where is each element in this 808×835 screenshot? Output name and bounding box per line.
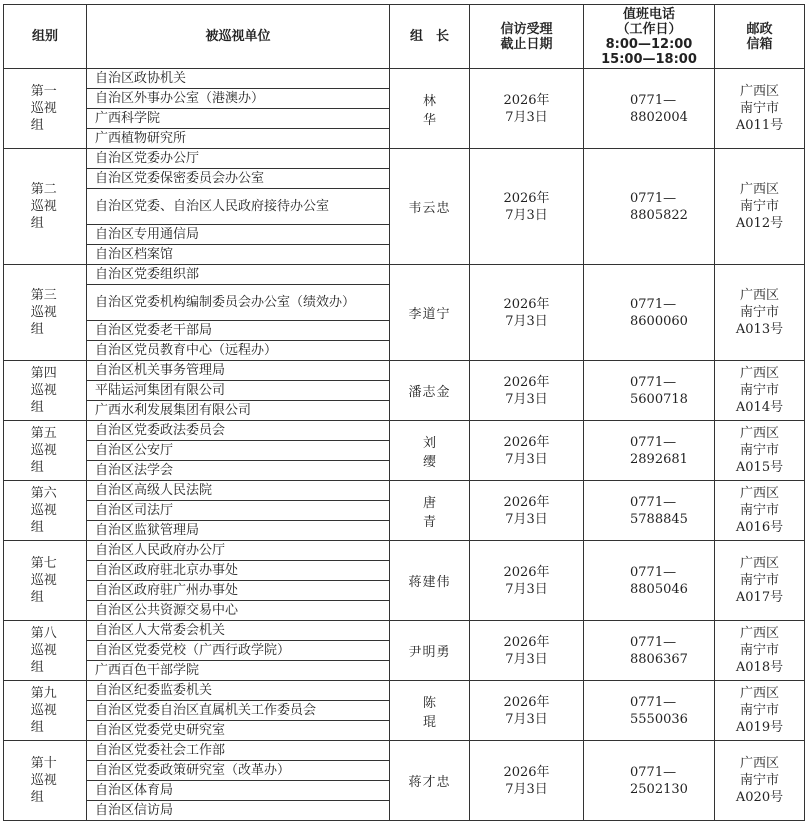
table-row	[4, 69, 805, 89]
header-unit: 被巡视单位	[87, 5, 390, 69]
header-row	[4, 5, 805, 69]
inspected-unit: 自治区公共资源交易中心	[87, 601, 390, 621]
group-name: 第一 巡视 组	[30, 84, 57, 133]
deadline-date: 2026年 7月3日	[470, 481, 584, 541]
table-row	[4, 481, 805, 501]
inspected-unit: 自治区司法厅	[87, 501, 390, 521]
header-leader: 组 长	[390, 5, 470, 69]
inspected-unit: 自治区公安厅	[87, 441, 390, 461]
inspected-unit: 自治区档案馆	[87, 245, 390, 265]
inspected-unit: 自治区党委自治区直属机关工作委员会	[87, 701, 390, 721]
duty-phone: 0771— 5788845	[584, 481, 715, 541]
group-leader: 蒋才忠	[390, 741, 470, 821]
group-name-cell	[4, 621, 87, 681]
group-name-cell	[4, 421, 87, 481]
postal-mailbox: 广西区 南宁市 A013号	[715, 265, 805, 361]
inspected-unit: 广西植物研究所	[87, 129, 390, 149]
header-deadline: 信访受理 截止日期	[470, 5, 584, 69]
group-leader: 刘 缨	[390, 421, 470, 481]
table-row	[4, 741, 805, 761]
deadline-date: 2026年 7月3日	[470, 361, 584, 421]
inspected-unit: 自治区党委、自治区人民政府接待办公室	[87, 189, 390, 225]
inspected-unit: 自治区党委社会工作部	[87, 741, 390, 761]
group-name-cell	[4, 541, 87, 621]
group-name-cell	[4, 741, 87, 821]
duty-phone: 0771— 8805822	[584, 149, 715, 265]
inspected-unit: 自治区党委政策研究室（改革办）	[87, 761, 390, 781]
group-leader: 蒋建伟	[390, 541, 470, 621]
deadline-date: 2026年 7月3日	[470, 421, 584, 481]
group-leader: 李道宁	[390, 265, 470, 361]
duty-phone: 0771— 5600718	[584, 361, 715, 421]
group-name-cell	[4, 361, 87, 421]
postal-mailbox: 广西区 南宁市 A014号	[715, 361, 805, 421]
inspected-unit: 自治区党委党校（广西行政学院）	[87, 641, 390, 661]
group-name: 第八 巡视 组	[30, 626, 57, 675]
inspected-unit: 自治区党委政法委员会	[87, 421, 390, 441]
header-phone: 值班电话 （工作日） 8:00—12:00 15:00—18:00	[584, 5, 715, 69]
group-leader: 潘志金	[390, 361, 470, 421]
group-name: 第七 巡视 组	[30, 556, 57, 605]
group-leader: 唐 青	[390, 481, 470, 541]
inspected-unit: 自治区党员教育中心（远程办）	[87, 341, 390, 361]
inspected-unit: 自治区政府驻北京办事处	[87, 561, 390, 581]
duty-phone: 0771— 8600060	[584, 265, 715, 361]
group-leader: 尹明勇	[390, 621, 470, 681]
inspected-unit: 广西百色干部学院	[87, 661, 390, 681]
inspected-unit: 自治区政府驻广州办事处	[87, 581, 390, 601]
group-name-cell	[4, 265, 87, 361]
inspected-unit: 自治区党委党史研究室	[87, 721, 390, 741]
postal-mailbox: 广西区 南宁市 A017号	[715, 541, 805, 621]
table-row	[4, 149, 805, 169]
deadline-date: 2026年 7月3日	[470, 69, 584, 149]
duty-phone: 0771— 2502130	[584, 741, 715, 821]
table-row	[4, 681, 805, 701]
deadline-date: 2026年 7月3日	[470, 741, 584, 821]
deadline-date: 2026年 7月3日	[470, 149, 584, 265]
inspection-schedule-table	[3, 4, 805, 821]
group-name-cell	[4, 681, 87, 741]
group-name: 第三 巡视 组	[30, 288, 57, 337]
inspected-unit: 自治区专用通信局	[87, 225, 390, 245]
inspected-unit: 自治区党委办公厅	[87, 149, 390, 169]
inspected-unit: 自治区外事办公室（港澳办）	[87, 89, 390, 109]
inspected-unit: 自治区人大常委会机关	[87, 621, 390, 641]
inspected-unit: 广西水利发展集团有限公司	[87, 401, 390, 421]
group-name: 第九 巡视 组	[30, 686, 57, 735]
inspected-unit: 自治区机关事务管理局	[87, 361, 390, 381]
inspected-unit: 自治区党委保密委员会办公室	[87, 169, 390, 189]
inspected-unit: 自治区信访局	[87, 801, 390, 821]
table-row	[4, 361, 805, 381]
inspection-table-container	[3, 4, 805, 821]
deadline-date: 2026年 7月3日	[470, 621, 584, 681]
deadline-date: 2026年 7月3日	[470, 265, 584, 361]
group-leader: 韦云忠	[390, 149, 470, 265]
duty-phone: 0771— 8805046	[584, 541, 715, 621]
group-name-cell	[4, 149, 87, 265]
inspected-unit: 平陆运河集团有限公司	[87, 381, 390, 401]
inspected-unit: 广西科学院	[87, 109, 390, 129]
group-name-cell	[4, 481, 87, 541]
inspected-unit: 自治区体育局	[87, 781, 390, 801]
inspected-unit: 自治区党委组织部	[87, 265, 390, 285]
deadline-date: 2026年 7月3日	[470, 541, 584, 621]
duty-phone: 0771— 5550036	[584, 681, 715, 741]
deadline-date: 2026年 7月3日	[470, 681, 584, 741]
table-body	[4, 69, 805, 821]
group-leader: 林 华	[390, 69, 470, 149]
postal-mailbox: 广西区 南宁市 A019号	[715, 681, 805, 741]
inspected-unit: 自治区人民政府办公厅	[87, 541, 390, 561]
group-name: 第六 巡视 组	[30, 486, 57, 535]
inspected-unit: 自治区党委机构编制委员会办公室（绩效办）	[87, 285, 390, 321]
group-name: 第十 巡视 组	[30, 756, 57, 805]
duty-phone: 0771— 8806367	[584, 621, 715, 681]
table-row	[4, 541, 805, 561]
postal-mailbox: 广西区 南宁市 A012号	[715, 149, 805, 265]
table-row	[4, 265, 805, 285]
postal-mailbox: 广西区 南宁市 A016号	[715, 481, 805, 541]
group-name: 第四 巡视 组	[30, 366, 57, 415]
postal-mailbox: 广西区 南宁市 A018号	[715, 621, 805, 681]
table-row	[4, 421, 805, 441]
inspected-unit: 自治区法学会	[87, 461, 390, 481]
inspected-unit: 自治区高级人民法院	[87, 481, 390, 501]
inspected-unit: 自治区监狱管理局	[87, 521, 390, 541]
header-group: 组别	[4, 5, 87, 69]
duty-phone: 0771— 2892681	[584, 421, 715, 481]
postal-mailbox: 广西区 南宁市 A020号	[715, 741, 805, 821]
duty-phone: 0771— 8802004	[584, 69, 715, 149]
group-name: 第五 巡视 组	[30, 426, 57, 475]
inspected-unit: 自治区党委老干部局	[87, 321, 390, 341]
postal-mailbox: 广西区 南宁市 A011号	[715, 69, 805, 149]
postal-mailbox: 广西区 南宁市 A015号	[715, 421, 805, 481]
group-name: 第二 巡视 组	[30, 182, 57, 231]
header-mailbox: 邮政 信箱	[715, 5, 805, 69]
inspected-unit: 自治区政协机关	[87, 69, 390, 89]
group-name-cell	[4, 69, 87, 149]
group-leader: 陈 琨	[390, 681, 470, 741]
table-row	[4, 621, 805, 641]
inspected-unit: 自治区纪委监委机关	[87, 681, 390, 701]
